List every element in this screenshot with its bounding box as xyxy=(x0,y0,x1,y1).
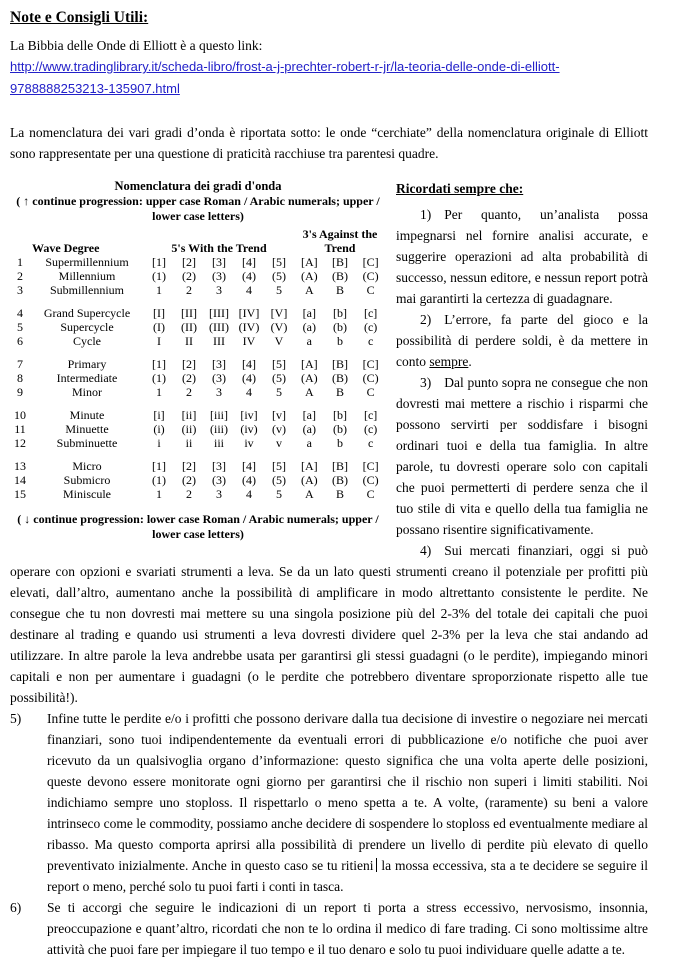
wave-row-number: 14 xyxy=(14,473,26,487)
with-trend-symbol: [iv] xyxy=(240,408,258,422)
with-trend-symbol: 2 xyxy=(186,385,192,399)
wave-degree-name: Cycle xyxy=(73,334,101,348)
with-trend-symbol: (v) xyxy=(272,422,286,436)
with-trend-symbol: iii xyxy=(213,436,224,450)
with-trend-symbol: (3) xyxy=(212,269,226,283)
with-trend-symbol: [IV] xyxy=(238,306,260,320)
wave-degree-name: Submillennium xyxy=(49,283,124,297)
column-against-trend: 3's Against the Trend xyxy=(302,227,378,255)
advice-item xyxy=(10,708,648,897)
wave-degree-name: Minute xyxy=(69,408,105,422)
item-number: 6) xyxy=(10,900,22,915)
with-trend-symbol: 5 xyxy=(276,385,282,399)
against-trend-symbol: [B] xyxy=(331,459,348,473)
two-column-section xyxy=(10,179,648,708)
wave-table-row xyxy=(10,269,386,283)
against-trend-symbol: (b) xyxy=(332,422,347,436)
against-trend-symbol: (B) xyxy=(331,371,348,385)
with-trend-symbol: [1] xyxy=(152,357,166,371)
wave-row-number: 4 xyxy=(17,306,23,320)
column-wave-degree: Wave Degree xyxy=(32,241,100,255)
wave-degree-name: Millennium xyxy=(58,269,116,283)
wave-table-row xyxy=(10,399,386,422)
with-trend-symbol: 3 xyxy=(216,283,222,297)
wave-degree-name: Subminuette xyxy=(56,436,118,450)
with-trend-symbol: (IV) xyxy=(238,320,260,334)
item-number: 1) xyxy=(420,207,432,222)
advice-list xyxy=(10,708,648,960)
underlined-text: sempre xyxy=(429,354,469,369)
wave-row-number: 2 xyxy=(17,269,23,283)
with-trend-symbol: (III) xyxy=(209,320,229,334)
wave-table-row xyxy=(10,283,386,297)
item-number: 2) xyxy=(420,312,432,327)
with-trend-symbol: 1 xyxy=(156,283,162,297)
with-trend-symbol: III xyxy=(213,334,225,348)
with-trend-symbol: (4) xyxy=(242,371,256,385)
against-trend-symbol: C xyxy=(366,283,375,297)
with-trend-symbol: [1] xyxy=(152,459,166,473)
wave-table-row xyxy=(10,422,386,436)
with-trend-symbol: [I] xyxy=(153,306,165,320)
nomenclature-intro: La nomenclatura dei vari gradi d’onda è riportata sotto: le onde “cerchiate” della nomenclatura originale di Elliott sono rappresentate per una questione di praticità racchiuse tra parentesi quadre. xyxy=(10,125,648,161)
wave-row-number: 7 xyxy=(17,357,23,371)
with-trend-symbol: 4 xyxy=(246,283,252,297)
with-trend-symbol: 4 xyxy=(246,385,252,399)
wave-table-progression-up: ( ↑ continue progression: upper case Roman / Arabic numerals; upper / lower case letters) xyxy=(16,194,380,223)
against-trend-symbol: (c) xyxy=(363,320,378,334)
wave-table-row xyxy=(10,320,386,334)
wave-table-row xyxy=(10,487,386,501)
item-text: la mossa eccessiva, sta a te decidere se seguire il report o meno, perché solo tu puoi farti i conti in tasca. xyxy=(47,858,649,894)
wave-degree-name: Minuette xyxy=(65,422,109,436)
wave-row-number: 8 xyxy=(17,371,23,385)
item-text: Infine tutte le perdite e/o i profitti che possono derivare dalla tua decisione di investire o negoziare nei mercati finanziari, sono tuoi indipendentemente da eventuali errori di pubblicazione e/o notifiche che puoi aver ricevuto da un qualsivoglia organo d’informazione: questo significa che una volta aperte delle posizioni, queste devono essere monitorate ogni giorno per garantirsi che il rischio non superi i limiti stabiliti. Noi indichiamo sempre uno stoploss. Il rispettarlo o meno spetta a te. A volte, (raramente) su beni a valore intrinseco come le commodity, possiamo anche decidere di sospendere lo stoploss ed eventualmente mediare al ribasso. Ma questo comporta aprirsi alla possibilità di prendere un livello di perdite più elevato di quello preventivato inizialmente. Anche in questo caso se tu ritieni xyxy=(47,711,648,873)
wave-row-number: 3 xyxy=(17,283,23,297)
wave-degree-name: Intermediate xyxy=(56,371,118,385)
wave-degree-name: Micro xyxy=(72,459,102,473)
with-trend-symbol: [5] xyxy=(272,357,286,371)
with-trend-symbol: (4) xyxy=(242,473,256,487)
column-with-trend: 5's With the Trend xyxy=(171,241,267,255)
against-trend-symbol: b xyxy=(336,436,343,450)
against-trend-symbol: C xyxy=(366,487,375,501)
against-trend-symbol: (b) xyxy=(332,320,347,334)
against-trend-symbol: [A] xyxy=(300,459,318,473)
with-trend-symbol: (2) xyxy=(182,371,196,385)
wave-row-number: 6 xyxy=(17,334,23,348)
with-trend-symbol: [5] xyxy=(272,459,286,473)
against-trend-symbol: [C] xyxy=(362,255,379,269)
with-trend-symbol: [1] xyxy=(152,255,166,269)
wave-degree-name: Grand Supercycle xyxy=(43,306,131,320)
with-trend-symbol: ii xyxy=(185,436,193,450)
wave-table-row xyxy=(10,436,386,450)
with-trend-symbol: II xyxy=(185,334,193,348)
with-trend-symbol: I xyxy=(157,334,161,348)
with-trend-symbol: [3] xyxy=(212,255,226,269)
wave-row-number: 10 xyxy=(14,408,26,422)
wave-degree-name: Primary xyxy=(67,357,107,371)
with-trend-symbol: 5 xyxy=(276,283,282,297)
against-trend-symbol: (c) xyxy=(363,422,378,436)
item-text: Dal punto sopra ne consegue che non dovresti mai mettere a rischio i risparmi che possono servirti per soddisfare i bisogni ordinari tuoi e della tua famiglia. In altre parole, tu dovresti operare solo con capitali che puoi permetterti di perdere senza che il tuo stile di vita e quello della tua famiglia ne possano risentire significativamente. xyxy=(396,375,648,537)
with-trend-symbol: 2 xyxy=(186,283,192,297)
with-trend-symbol: [III] xyxy=(209,306,229,320)
against-trend-symbol: C xyxy=(366,385,375,399)
against-trend-symbol: [a] xyxy=(302,306,316,320)
against-trend-symbol: (A) xyxy=(300,473,318,487)
wave-degree-name: Submicro xyxy=(63,473,111,487)
reminder-item xyxy=(10,540,648,708)
with-trend-symbol: (5) xyxy=(272,371,286,385)
with-trend-symbol: (3) xyxy=(212,473,226,487)
wave-table-row xyxy=(10,348,386,371)
with-trend-symbol: (1) xyxy=(152,371,166,385)
against-trend-symbol: (a) xyxy=(302,422,316,436)
wave-table-row xyxy=(10,473,386,487)
with-trend-symbol: [5] xyxy=(272,255,286,269)
against-trend-symbol: (A) xyxy=(300,371,318,385)
against-trend-symbol: a xyxy=(306,436,312,450)
text-cursor xyxy=(376,858,377,872)
wave-degree-name: Minor xyxy=(72,385,102,399)
wave-table-row xyxy=(10,334,386,348)
with-trend-symbol: (5) xyxy=(272,473,286,487)
against-trend-symbol: [B] xyxy=(331,357,348,371)
wave-degree-name: Supermillennium xyxy=(45,255,129,269)
against-trend-symbol: B xyxy=(335,487,344,501)
with-trend-symbol: (4) xyxy=(242,269,256,283)
with-trend-symbol: (I) xyxy=(153,320,165,334)
with-trend-symbol: (II) xyxy=(181,320,197,334)
against-trend-symbol: A xyxy=(304,283,314,297)
reminders-heading: Ricordati sempre che: xyxy=(396,181,524,196)
advice-item xyxy=(10,897,648,960)
with-trend-symbol: (3) xyxy=(212,371,226,385)
with-trend-symbol: [3] xyxy=(212,357,226,371)
with-trend-symbol: v xyxy=(276,436,282,450)
wave-nomenclature-box xyxy=(10,179,396,546)
wave-table-title: Nomenclatura dei gradi d'onda xyxy=(114,179,282,193)
against-trend-symbol: [B] xyxy=(331,255,348,269)
with-trend-symbol: (iii) xyxy=(210,422,228,436)
item-text: Sui mercati finanziari, oggi si può operare con opzioni e svariati strumenti a leva. Se da un lato questi strumenti creano il potenziale per profitti più elevati, dall’altro, aumentano anche la possibilità di amplificare in modo altrettanto consistente le perdite. Ne consegue che tu non dovresti mai mettere su una singola posizione più del 2-3% del totale dei capitali che puoi destinare al trading e quando usi strumenti a leva dovresti dividere quel 2-3% per la leva che stai andando ad utilizzare. In altre parole la leva andrebbe usata per garantirsi gli stessi guadagni (o le perdite), impiegando minori capitali e non per aumentare i guadagni (o le perdite che potrebbero diventare sproporzionate rispetto alle tue possibilità!). xyxy=(10,543,648,705)
against-trend-symbol: B xyxy=(335,283,344,297)
item-text: L’errore, fa parte del gioco e la possibilità di perdere soldi, è da mettere in conto xyxy=(396,312,648,369)
against-trend-symbol: [A] xyxy=(300,255,318,269)
with-trend-symbol: (iv) xyxy=(240,422,258,436)
against-trend-symbol: c xyxy=(367,334,374,348)
wave-degree-table xyxy=(10,226,386,501)
with-trend-symbol: (2) xyxy=(182,473,196,487)
wave-table-row xyxy=(10,385,386,399)
with-trend-symbol: [4] xyxy=(242,357,256,371)
with-trend-symbol: 2 xyxy=(186,487,192,501)
wave-row-number: 1 xyxy=(17,255,23,269)
item-number: 5) xyxy=(10,711,22,726)
with-trend-symbol: 1 xyxy=(156,385,162,399)
against-trend-symbol: a xyxy=(306,334,312,348)
against-trend-symbol: (B) xyxy=(331,269,348,283)
with-trend-symbol: (2) xyxy=(182,269,196,283)
with-trend-symbol: [II] xyxy=(181,306,197,320)
wave-degree-name: Supercycle xyxy=(60,320,114,334)
with-trend-symbol: [v] xyxy=(272,408,286,422)
page-title: Note e Consigli Utili: xyxy=(10,9,149,26)
against-trend-symbol: [a] xyxy=(302,408,316,422)
with-trend-symbol: (V) xyxy=(270,320,288,334)
wave-table-body xyxy=(10,255,386,501)
item-text: . xyxy=(468,354,472,369)
with-trend-symbol: [2] xyxy=(182,459,196,473)
with-trend-symbol: (i) xyxy=(153,422,165,436)
against-trend-symbol: A xyxy=(304,487,314,501)
wave-row-number: 12 xyxy=(14,436,26,450)
with-trend-symbol: iv xyxy=(244,436,254,450)
item-text: Se ti accorgi che seguire le indicazioni di un report ti porta a stress eccessivo, nervosismo, insonnia, preoccupazione e quant’altro, ricordati che non te lo ordina il medico di fare trading. Ci sono moltissime altre attività che puoi fare per impiegare il tuo tempo e il tuo denaro e solo tu puoi individuare quelle adatte a te. xyxy=(47,900,648,957)
against-trend-symbol: (B) xyxy=(331,473,348,487)
against-trend-symbol: [b] xyxy=(332,306,347,320)
with-trend-symbol: (1) xyxy=(152,269,166,283)
against-trend-symbol: [C] xyxy=(362,357,379,371)
against-trend-symbol: [c] xyxy=(363,306,378,320)
item-number: 4) xyxy=(420,543,432,558)
with-trend-symbol: [4] xyxy=(242,459,256,473)
against-trend-symbol: (C) xyxy=(362,371,379,385)
wave-row-number: 13 xyxy=(14,459,26,473)
against-trend-symbol: A xyxy=(304,385,314,399)
wave-table-row xyxy=(10,297,386,320)
against-trend-symbol: B xyxy=(335,385,344,399)
against-trend-symbol: (a) xyxy=(302,320,316,334)
with-trend-symbol: 4 xyxy=(246,487,252,501)
with-trend-symbol: (1) xyxy=(152,473,166,487)
with-trend-symbol: 5 xyxy=(276,487,282,501)
against-trend-symbol: [C] xyxy=(362,459,379,473)
with-trend-symbol: 3 xyxy=(216,385,222,399)
against-trend-symbol: (C) xyxy=(362,473,379,487)
against-trend-symbol: [c] xyxy=(363,408,378,422)
wave-table-header-row xyxy=(10,226,386,255)
with-trend-symbol: [3] xyxy=(212,459,226,473)
with-trend-symbol: [V] xyxy=(270,306,288,320)
wave-table-progression-down: ( ↓ continue progression: lower case Roman / Arabic numerals; upper / lower case letters) xyxy=(17,512,379,541)
with-trend-symbol: i xyxy=(157,436,161,450)
wave-row-number: 15 xyxy=(14,487,26,501)
against-trend-symbol: [A] xyxy=(300,357,318,371)
item-text: Per quanto, un’analista possa impegnarsi nel fornire analisi accurate, e suggerire operazioni ad alta probabilità di successo, nessun editore, e nessun report potrà mai garantirti la certezza di guadagnare. xyxy=(396,207,648,306)
with-trend-symbol: [i] xyxy=(153,408,165,422)
wave-table-row xyxy=(10,450,386,473)
against-trend-symbol: (C) xyxy=(362,269,379,283)
with-trend-symbol: [4] xyxy=(242,255,256,269)
wave-row-number: 11 xyxy=(14,422,26,436)
with-trend-symbol: [ii] xyxy=(181,408,197,422)
wave-row-number: 9 xyxy=(17,385,23,399)
against-trend-symbol: b xyxy=(336,334,343,348)
with-trend-symbol: [iii] xyxy=(210,408,228,422)
with-trend-symbol: IV xyxy=(242,334,256,348)
with-trend-symbol: (5) xyxy=(272,269,286,283)
with-trend-symbol: [2] xyxy=(182,357,196,371)
wave-table-row xyxy=(10,255,386,269)
with-trend-symbol: 1 xyxy=(156,487,162,501)
with-trend-symbol: V xyxy=(274,334,284,348)
with-trend-symbol: [2] xyxy=(182,255,196,269)
item-number: 3) xyxy=(420,375,432,390)
wave-table-row xyxy=(10,371,386,385)
wave-degree-name: Miniscule xyxy=(63,487,111,501)
against-trend-symbol: (A) xyxy=(300,269,318,283)
with-trend-symbol: 3 xyxy=(216,487,222,501)
with-trend-symbol: (ii) xyxy=(181,422,197,436)
book-link[interactable]: http://www.tradinglibrary.it/scheda-libro/frost-a-j-prechter-robert-r-jr/la-teoria-delle-onde-di-elliott-9788888253213-135907.html xyxy=(10,59,560,96)
lead-line: La Bibbia delle Onde di Elliott è a questo link: xyxy=(10,38,263,53)
against-trend-symbol: [b] xyxy=(332,408,347,422)
against-trend-symbol: c xyxy=(367,436,374,450)
wave-row-number: 5 xyxy=(17,320,23,334)
link-paragraph xyxy=(10,56,648,100)
